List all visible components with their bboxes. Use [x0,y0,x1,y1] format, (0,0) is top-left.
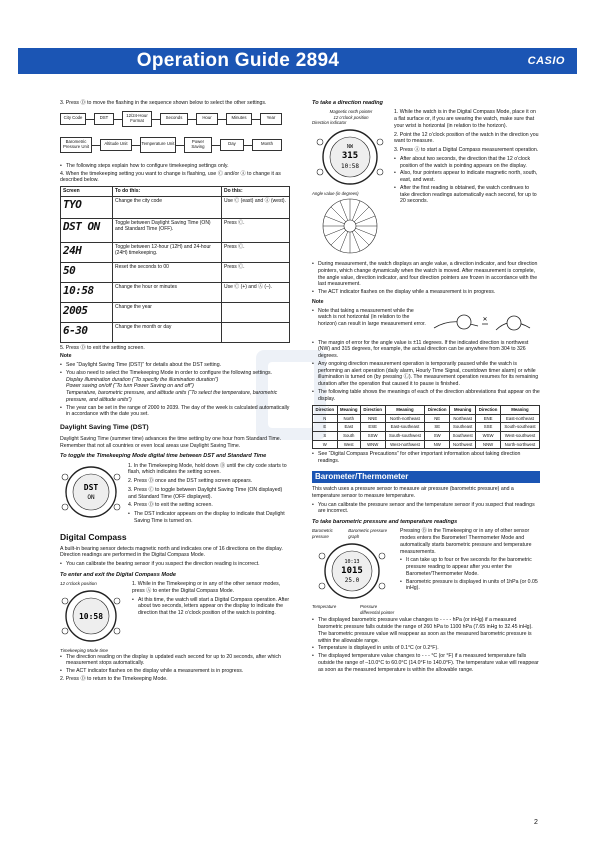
table-cell: Press Ⓒ. [222,218,290,242]
note-horizontal: • Note that taking a measurement while the watch is not horizontal (in relation to the horizon) can result in large measurement error. [312,308,426,328]
twelve-oclock-label: 12 o’clock position [333,114,369,120]
dir-header: Direction [425,406,450,415]
table-cell: Change the hour or minutes [113,282,222,302]
take-step-note: • After about two seconds, the direction that the 12 o’clock position of the watch is pointing appears on the display. [394,156,540,170]
table-row: E East ESE East-southeast SE Southeast SSE South-southeast [313,423,540,432]
compass-bullet: • You can calibrate the bearing sensor if you suspect the direction reading is incorrect. [60,561,290,568]
take-reading-title: To take a direction reading [312,100,383,106]
watch2-temp: 25.0 [344,576,360,584]
table-row [61,196,290,218]
watch2-time: 10:13 [344,558,360,565]
left-column [60,100,290,685]
baro-step-note: • Barometric pressure is displayed in units of 1hPa (or 0.05 inHg). [400,579,540,593]
enter-step: 1. While in the Timekeeping or in any of the other sensor modes, press Ⓐ to enter the Digital Compass Mode. [132,581,281,594]
note-sub-item: Power saving on/off (“To turn Power Saving on and off”) [66,383,194,390]
right-column [312,100,540,674]
table-row [61,302,290,322]
table-cell: Toggle between 12-hour (12H) and 24-hour (24H) timekeeping. [113,242,222,262]
paused-note: • Any ongoing direction measurement operation is temporarily paused while the watch is performing an alert operation (daily alarm, Hourly Time Signal, countdown timer alarm) or while illumination is turned on (by pressing Ⓛ). The measurement operation resumes for its remaining duration after the operation that caused it to pause is finished. [312,361,540,388]
enter-title: To enter and exit the Digital Compass Mode [60,571,177,578]
dir-header: Meaning [500,406,539,415]
note-item: • You also need to select the Timekeeping Mode in order to configure the following settings. Display illumination duration (“To specify the illumination duration”) Power saving on/off (“To turn Power Saving on and off”) Temperature, barometric pressure, and altitude units (“To select the temperature, barometric pressure, and altitude units”) [60,370,290,404]
setting-sequence-flow [60,111,290,159]
note-sub-item: Display illumination duration (“To specify the illumination duration”) [66,376,219,383]
table-cell: Use Ⓒ (east) and Ⓐ (west). [222,196,290,218]
compass-title: Digital Compass [60,531,127,542]
page-number: 2 [534,819,538,826]
toggle-step: 4. Press Ⓓ to exit the setting screen. [128,502,213,509]
table-header-dothis: Do this: [222,187,290,197]
note-sub-item: Temperature, barometric pressure, and altitude units (“To select the temperature, barometric pressure, and altitude units”) [66,390,278,403]
baro-pressure-label: Barometric pressure [312,528,333,539]
lcd-screen: 10:58 [61,282,113,302]
table-row: W West WNW West-northwest NW Northwest NNW North-northwest [313,440,540,449]
flow-year: Year [260,113,282,125]
take-baro-title: To take barometric pressure and temperature readings [312,519,458,526]
step-5: 5. Press Ⓓ to exit the setting screen. [60,344,145,351]
table-cell: Use Ⓒ (+) and Ⓐ (–). [222,282,290,302]
during-note: • During measurement, the watch displays an angle value, a direction indicator, and four direction pointers, which change dynamically when the watch is moved. After measurement is complete, the angle value, direction indicator, and four direction pointers are frozen in accordance with the last measurement. [312,261,540,288]
take-step-note: • After the first reading is obtained, the watch continues to take direction readings automatically each second, for up to 20 seconds. [394,185,540,205]
flow-city-code: City Code [60,113,86,125]
flow-seconds: Seconds [160,113,188,125]
table-row: N North NNE North-northeast NE Northeast ENE East-northeast [313,414,540,423]
take-step: 1. While the watch is in the Digital Compass Mode, place it on a flat surface or, if you are wearing the watch, make sure that your wrist is horizontal (in relation to the horizon). [394,109,536,129]
direction-indicator-label: Direction indicator [312,120,347,126]
dst-title: Daylight Saving Time (DST) [60,424,149,431]
angle-value-label: Angle value (in degrees) [312,190,359,196]
magnetic-north-label: Magnetic north pointer [329,109,373,115]
compass-text: A built-in bearing sensor detects magnetic north and indicates one of 16 directions on the display. Direction readings are performed in the Digital Compass Mode. [60,545,283,559]
dir-header: Direction [313,406,338,415]
dir-header: Direction [476,406,501,415]
baro-note: • The displayed temperature value changes to - - - °C (or °F) if a measured temperature falls outside the range of –10.0°C to 60.0°C (14.0°F to 140.0°F). The temperature value will reappear as soon as the measured temperature is within the allowable range. [312,653,540,673]
page-title: Operation Guide 2894 [136,50,340,71]
note-title: Note [312,298,324,305]
watch-dst-illustration [60,463,122,521]
watch-compass-reading [312,126,388,188]
flow-altitude-unit: Altitude Unit [100,139,132,151]
wrist-position-illustration [430,308,540,340]
table-note: • The following table shows the meanings of each of the direction abbreviations that appear on the display. [312,389,540,403]
baro-note: • The displayed barometric pressure value changes to - - - - hPa (or inHg) if a measured barometric pressure falls outside the range of 260 hPa to 1100 hPa (7.65 inHg to 32.45 inHg). The barometric pressure value will reappear as soon as the measured barometric pressure is within the allowable range. [312,617,540,644]
svg-text:✕: ✕ [482,316,488,323]
baro-graph-label: Barometric pressure graph [348,528,387,539]
baro-text: This watch uses a pressure sensor to measure air pressure (barometric pressure) and a temperature sensor to measure temperature. [312,486,514,499]
settings-table [60,186,290,343]
step-3: 3. Press Ⓓ to move the flashing in the sequence shown below to select the other settings. [60,100,267,106]
lcd-screen: TYO [61,196,113,218]
lcd-screen: 24H [61,242,113,262]
margin-note: • The margin of error for the angle value is ±11 degrees. If the indicated direction is northwest (NW) and 315 degrees, for example, the actual direction can be anywhere from 304 to 326 degrees. [312,340,540,360]
watch-time: 10:58 [340,163,360,170]
table-row: S South SSW South-southwest SW Southwest WSW West-southwest [313,432,540,441]
watch2-pressure: 1015 [341,565,363,576]
table-cell [222,302,290,322]
table-cell: Change the month or day [113,322,222,342]
note-title: Note [60,353,72,360]
take-step-note: • Also, four pointers appear to indicate magnetic north, south, east, and west. [394,170,540,184]
toggle-step-note: • The DST indicator appears on the display to indicate that Daylight Saving Time is turned on. [128,511,290,525]
table-cell: Reset the seconds to 00 [113,262,222,282]
timekeeping-label: Timekeeping Mode time [60,647,108,653]
table-row [61,218,290,242]
notes-list [60,362,290,418]
temperature-label: Temperature [312,604,337,610]
dst-text: Daylight Saving Time (summer time) advances the time setting by one hour from Standard Time. Remember that not all countries or even local areas use Daylight Saving Time. [60,435,282,449]
take-step: 2. Point the 12 o’clock position of the watch in the direction you want to measure. [394,131,539,145]
toggle-title: To toggle the Timekeeping Mode digital time between DST and Standard Time [60,453,267,460]
table-row [61,322,290,342]
compass-rose-diagram [312,196,388,256]
page-header [18,48,577,74]
watch-barometer [312,540,394,602]
after-note: • The ACT indicator flashes on the display while a measurement is in progress. [60,668,290,675]
svg-text:10:58: 10:58 [78,612,104,621]
lcd-screen: 2005 [61,302,113,322]
barometer-section-title: Barometer/Thermometer [312,471,540,483]
flow-barometric-unit: Barometric Pressure Unit [60,137,92,153]
toggle-step: 3. Press Ⓒ to toggle between Daylight Saving Time (ON displayed) and Standard Time (OFF displayed). [128,486,283,500]
table-row [61,242,290,262]
flow-day: Day [220,139,244,151]
enter-step-note: • At this time, the watch will start a Digital Compass operation. After about two seconds, letters appear on the display to indicate the direction that the 12 o’clock position of the watch is pointing. [132,597,290,617]
brand-logo: CASIO [527,55,565,67]
dir-header: Meaning [450,406,476,415]
note-item: • See “Daylight Saving Time (DST)” for details about the DST setting. [60,362,290,369]
table-header-todo: To do this: [113,187,222,197]
flow-month: Month [252,139,282,151]
flow-minutes: Minutes [226,113,252,125]
pressure-diff-label: Pressure differential pointer [360,604,395,615]
lcd-screen: 50 [61,262,113,282]
watch-compass-illustration [60,587,122,645]
take-step: 3. Press Ⓐ to start a Digital Compass measurement operation. [394,147,539,154]
table-row [61,282,290,302]
toggle-step: 2. Press Ⓓ once and the DST setting screen appears. [128,478,253,485]
note-item: • The year can be set in the range of 2000 to 2039. The day of the week is calculated automatically in accordance with the date you set. [60,405,290,419]
table-cell: Change the city code [113,196,222,218]
during-note: • The ACT indicator flashes on the display while a measurement is in progress. [312,289,540,296]
table-cell: Change the year [113,302,222,322]
flow-power-saving: Power Saving [184,137,212,153]
baro-step: Pressing Ⓑ in the Timekeeping or in any of other sensor modes enters the Barometer/ Thermometer Mode and automatically starts barometric pressure and temperature measurements. [400,528,532,555]
svg-text:ON: ON [87,493,95,501]
dir-header: Direction [360,406,385,415]
lcd-screen: 6-30 [61,322,113,342]
step-4: 4. When the timekeeping setting you want to change is flashing, use Ⓒ and/or Ⓐ to change it as described below. [60,170,281,184]
table-cell: Toggle between Daylight Saving Time (ON) and Standard Time (OFF). [113,218,222,242]
direction-table [312,405,540,449]
dir-header: Meaning [337,406,360,415]
baro-note: • Temperature is displayed in units of 0.1°C (or 0.2°F). [312,645,540,652]
watch-direction: NW [346,144,354,150]
baro-step-note: • It can take up to four or five seconds for the barometric pressure reading to appear after you enter the Barometer/Thermometer Mode. [400,557,540,577]
step-2-return: 2. Press Ⓓ to return to the Timekeeping Mode. [60,675,168,682]
see-precautions-note: • See “Digital Compass Precautions” for other important information about taking direction readings. [312,451,540,465]
table-cell: Press Ⓒ. [222,262,290,282]
baro-bullet: • You can calibrate the pressure sensor and the temperature sensor if you suspect that readings are incorrect. [312,502,540,516]
after-note: • The direction reading on the display is updated each second for up to 20 seconds, after which measurement stops automatically. [60,654,290,668]
flow-temperature-unit: Temperature Unit [140,137,176,153]
flow-12-24-format: 12/24-Hour Format [122,111,152,127]
table-header-screen: Screen [61,187,113,197]
lcd-screen: DST ON [61,218,113,242]
svg-text:DST: DST [83,482,99,492]
table-cell [222,322,290,342]
watch-angle: 315 [341,151,359,161]
flow-dst: DST [94,113,114,125]
table-row [61,262,290,282]
steps-bullet: • The following steps explain how to configure timekeeping settings only. [60,163,290,170]
toggle-step: 1. In the Timekeeping Mode, hold down Ⓓ until the city code starts to flash, which indicates the setting screen. [128,462,287,476]
table-cell: Press Ⓒ. [222,242,290,262]
dir-header: Meaning [385,406,425,415]
clock-position-label: 12 o’clock position [60,581,97,587]
flow-hour: Hour [196,113,218,125]
